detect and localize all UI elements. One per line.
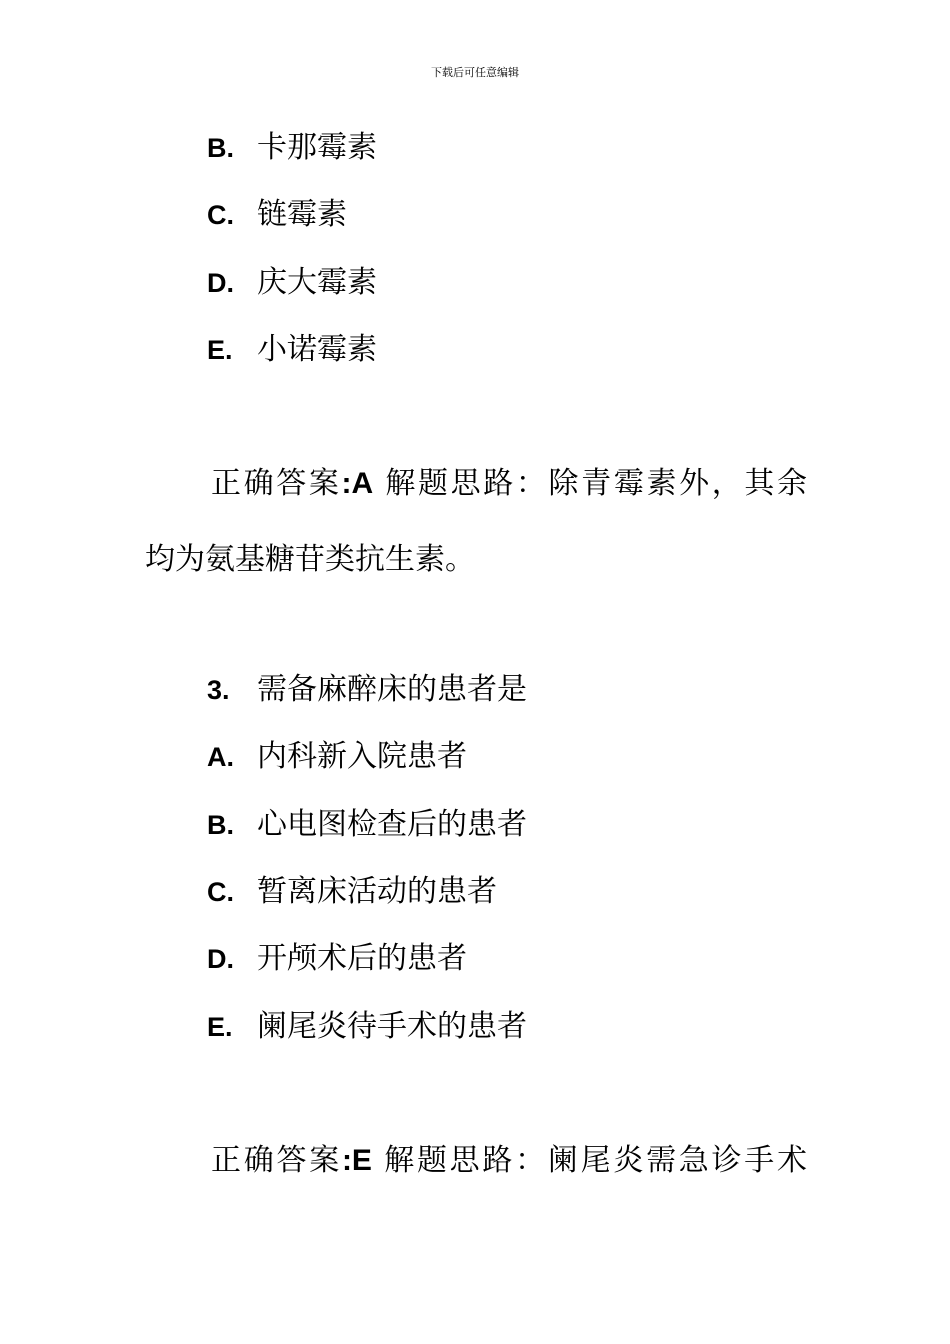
- option-letter: D.: [207, 268, 234, 298]
- option-text: 卡那霉素: [257, 130, 377, 165]
- answer-explanation: 解题思路：阑尾炎需急诊手术: [384, 1143, 808, 1178]
- q2-answer-line1: [211, 466, 807, 502]
- answer-key: :A: [341, 467, 374, 500]
- option-letter: D.: [207, 944, 234, 974]
- option-letter: B.: [207, 810, 234, 840]
- option-letter: B.: [207, 133, 234, 163]
- answer-key: :E: [341, 1144, 372, 1177]
- option-text: 庆大霉素: [257, 265, 377, 300]
- option-letter: C.: [207, 200, 234, 230]
- option-letter: A.: [207, 742, 234, 772]
- q2-option-e: [207, 332, 377, 368]
- q3-answer-line1: [211, 1143, 807, 1179]
- q3-option-d: [207, 941, 467, 977]
- q2-answer-line2: 均为氨基糖苷类抗生素。: [145, 542, 475, 577]
- option-text: 暂离床活动的患者: [257, 874, 497, 909]
- option-letter: E.: [207, 335, 233, 365]
- question-text: 需备麻醉床的患者是: [257, 672, 527, 707]
- answer-prefix: 正确答案: [211, 1143, 342, 1178]
- option-letter: C.: [207, 877, 234, 907]
- q3-stem: [207, 672, 527, 708]
- q2-option-d: [207, 265, 377, 301]
- question-number: 3.: [207, 675, 230, 705]
- option-text: 心电图检查后的患者: [257, 807, 527, 842]
- q3-option-a: [207, 739, 467, 775]
- option-text: 小诺霉素: [257, 332, 377, 367]
- q3-option-b: [207, 807, 527, 843]
- answer-prefix: 正确答案: [211, 466, 342, 501]
- q3-option-c: [207, 874, 497, 910]
- option-letter: E.: [207, 1012, 233, 1042]
- option-text: 阑尾炎待手术的患者: [257, 1009, 527, 1044]
- page-header: 下载后可任意编辑: [431, 66, 519, 79]
- option-text: 内科新入院患者: [257, 739, 467, 774]
- q2-option-c: [207, 197, 347, 233]
- q3-option-e: [207, 1009, 527, 1045]
- option-text: 链霉素: [257, 197, 347, 232]
- option-text: 开颅术后的患者: [257, 941, 467, 976]
- q2-option-b: [207, 130, 377, 166]
- answer-explanation: 解题思路：除青霉素外，其余: [385, 466, 807, 501]
